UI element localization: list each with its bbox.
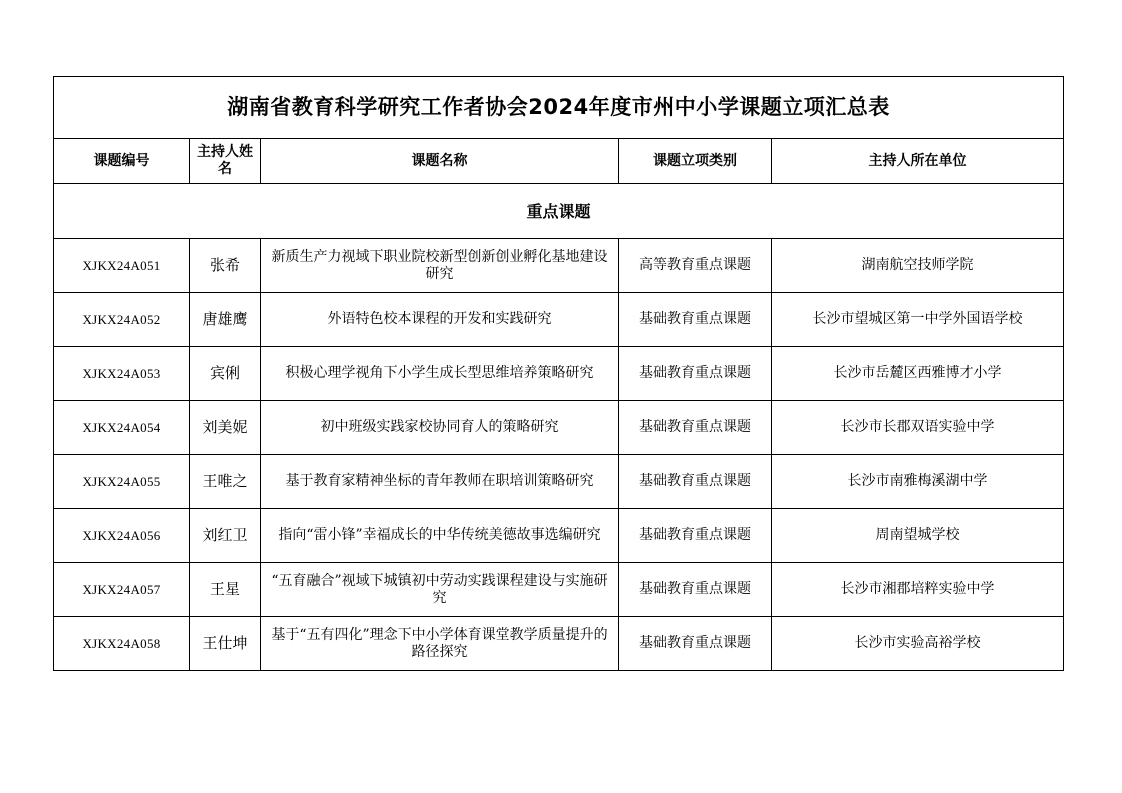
header-unit: 主持人所在单位 [772, 139, 1064, 184]
cell-code: XJKX24A058 [54, 617, 190, 671]
cell-unit: 周南望城学校 [772, 509, 1064, 563]
project-summary-table [53, 76, 1064, 671]
cell-topic: 积极心理学视角下小学生成长型思维培养策略研究 [261, 347, 619, 401]
cell-unit: 长沙市南雅梅溪湖中学 [772, 455, 1064, 509]
cell-unit: 长沙市湘郡培粹实验中学 [772, 563, 1064, 617]
cell-topic: 新质生产力视域下职业院校新型创新创业孵化基地建设研究 [261, 239, 619, 293]
cell-topic: 基于教育家精神坐标的青年教师在职培训策略研究 [261, 455, 619, 509]
cell-topic: 指向“雷小锋”幸福成长的中华传统美德故事选编研究 [261, 509, 619, 563]
header-code: 课题编号 [54, 139, 190, 184]
cell-category: 基础教育重点课题 [619, 401, 772, 455]
cell-topic: “五育融合”视域下城镇初中劳动实践课程建设与实施研究 [261, 563, 619, 617]
cell-code: XJKX24A052 [54, 293, 190, 347]
cell-unit: 长沙市望城区第一中学外国语学校 [772, 293, 1064, 347]
header-row [54, 139, 1064, 184]
cell-code: XJKX24A055 [54, 455, 190, 509]
header-category: 课题立项类别 [619, 139, 772, 184]
cell-category: 基础教育重点课题 [619, 293, 772, 347]
cell-category: 高等教育重点课题 [619, 239, 772, 293]
cell-topic: 外语特色校本课程的开发和实践研究 [261, 293, 619, 347]
cell-host: 唐雄鹰 [190, 293, 261, 347]
cell-host: 宾俐 [190, 347, 261, 401]
cell-host: 张希 [190, 239, 261, 293]
cell-unit: 长沙市实验高裕学校 [772, 617, 1064, 671]
cell-category: 基础教育重点课题 [619, 509, 772, 563]
cell-host: 刘美妮 [190, 401, 261, 455]
table-row [54, 293, 1064, 347]
table-row [54, 455, 1064, 509]
table-row [54, 401, 1064, 455]
cell-category: 基础教育重点课题 [619, 347, 772, 401]
section-row [54, 184, 1064, 239]
cell-category: 基础教育重点课题 [619, 617, 772, 671]
cell-unit: 湖南航空技师学院 [772, 239, 1064, 293]
cell-category: 基础教育重点课题 [619, 455, 772, 509]
header-host: 主持人姓名 [190, 139, 261, 184]
title-row [54, 77, 1064, 139]
section-title: 重点课题 [54, 184, 1064, 239]
cell-category: 基础教育重点课题 [619, 563, 772, 617]
cell-code: XJKX24A054 [54, 401, 190, 455]
cell-topic: 基于“五有四化”理念下中小学体育课堂教学质量提升的路径探究 [261, 617, 619, 671]
cell-host: 刘红卫 [190, 509, 261, 563]
cell-code: XJKX24A051 [54, 239, 190, 293]
cell-host: 王仕坤 [190, 617, 261, 671]
table-row [54, 617, 1064, 671]
cell-code: XJKX24A053 [54, 347, 190, 401]
cell-code: XJKX24A057 [54, 563, 190, 617]
cell-topic: 初中班级实践家校协同育人的策略研究 [261, 401, 619, 455]
table-title: 湖南省教育科学研究工作者协会2024年度市州中小学课题立项汇总表 [54, 77, 1064, 139]
cell-code: XJKX24A056 [54, 509, 190, 563]
cell-unit: 长沙市长郡双语实验中学 [772, 401, 1064, 455]
table-row [54, 509, 1064, 563]
cell-host: 王唯之 [190, 455, 261, 509]
cell-unit: 长沙市岳麓区西雅博才小学 [772, 347, 1064, 401]
table-body [54, 77, 1064, 671]
table-row [54, 347, 1064, 401]
table-row [54, 563, 1064, 617]
header-topic: 课题名称 [261, 139, 619, 184]
cell-host: 王星 [190, 563, 261, 617]
table-row [54, 239, 1064, 293]
